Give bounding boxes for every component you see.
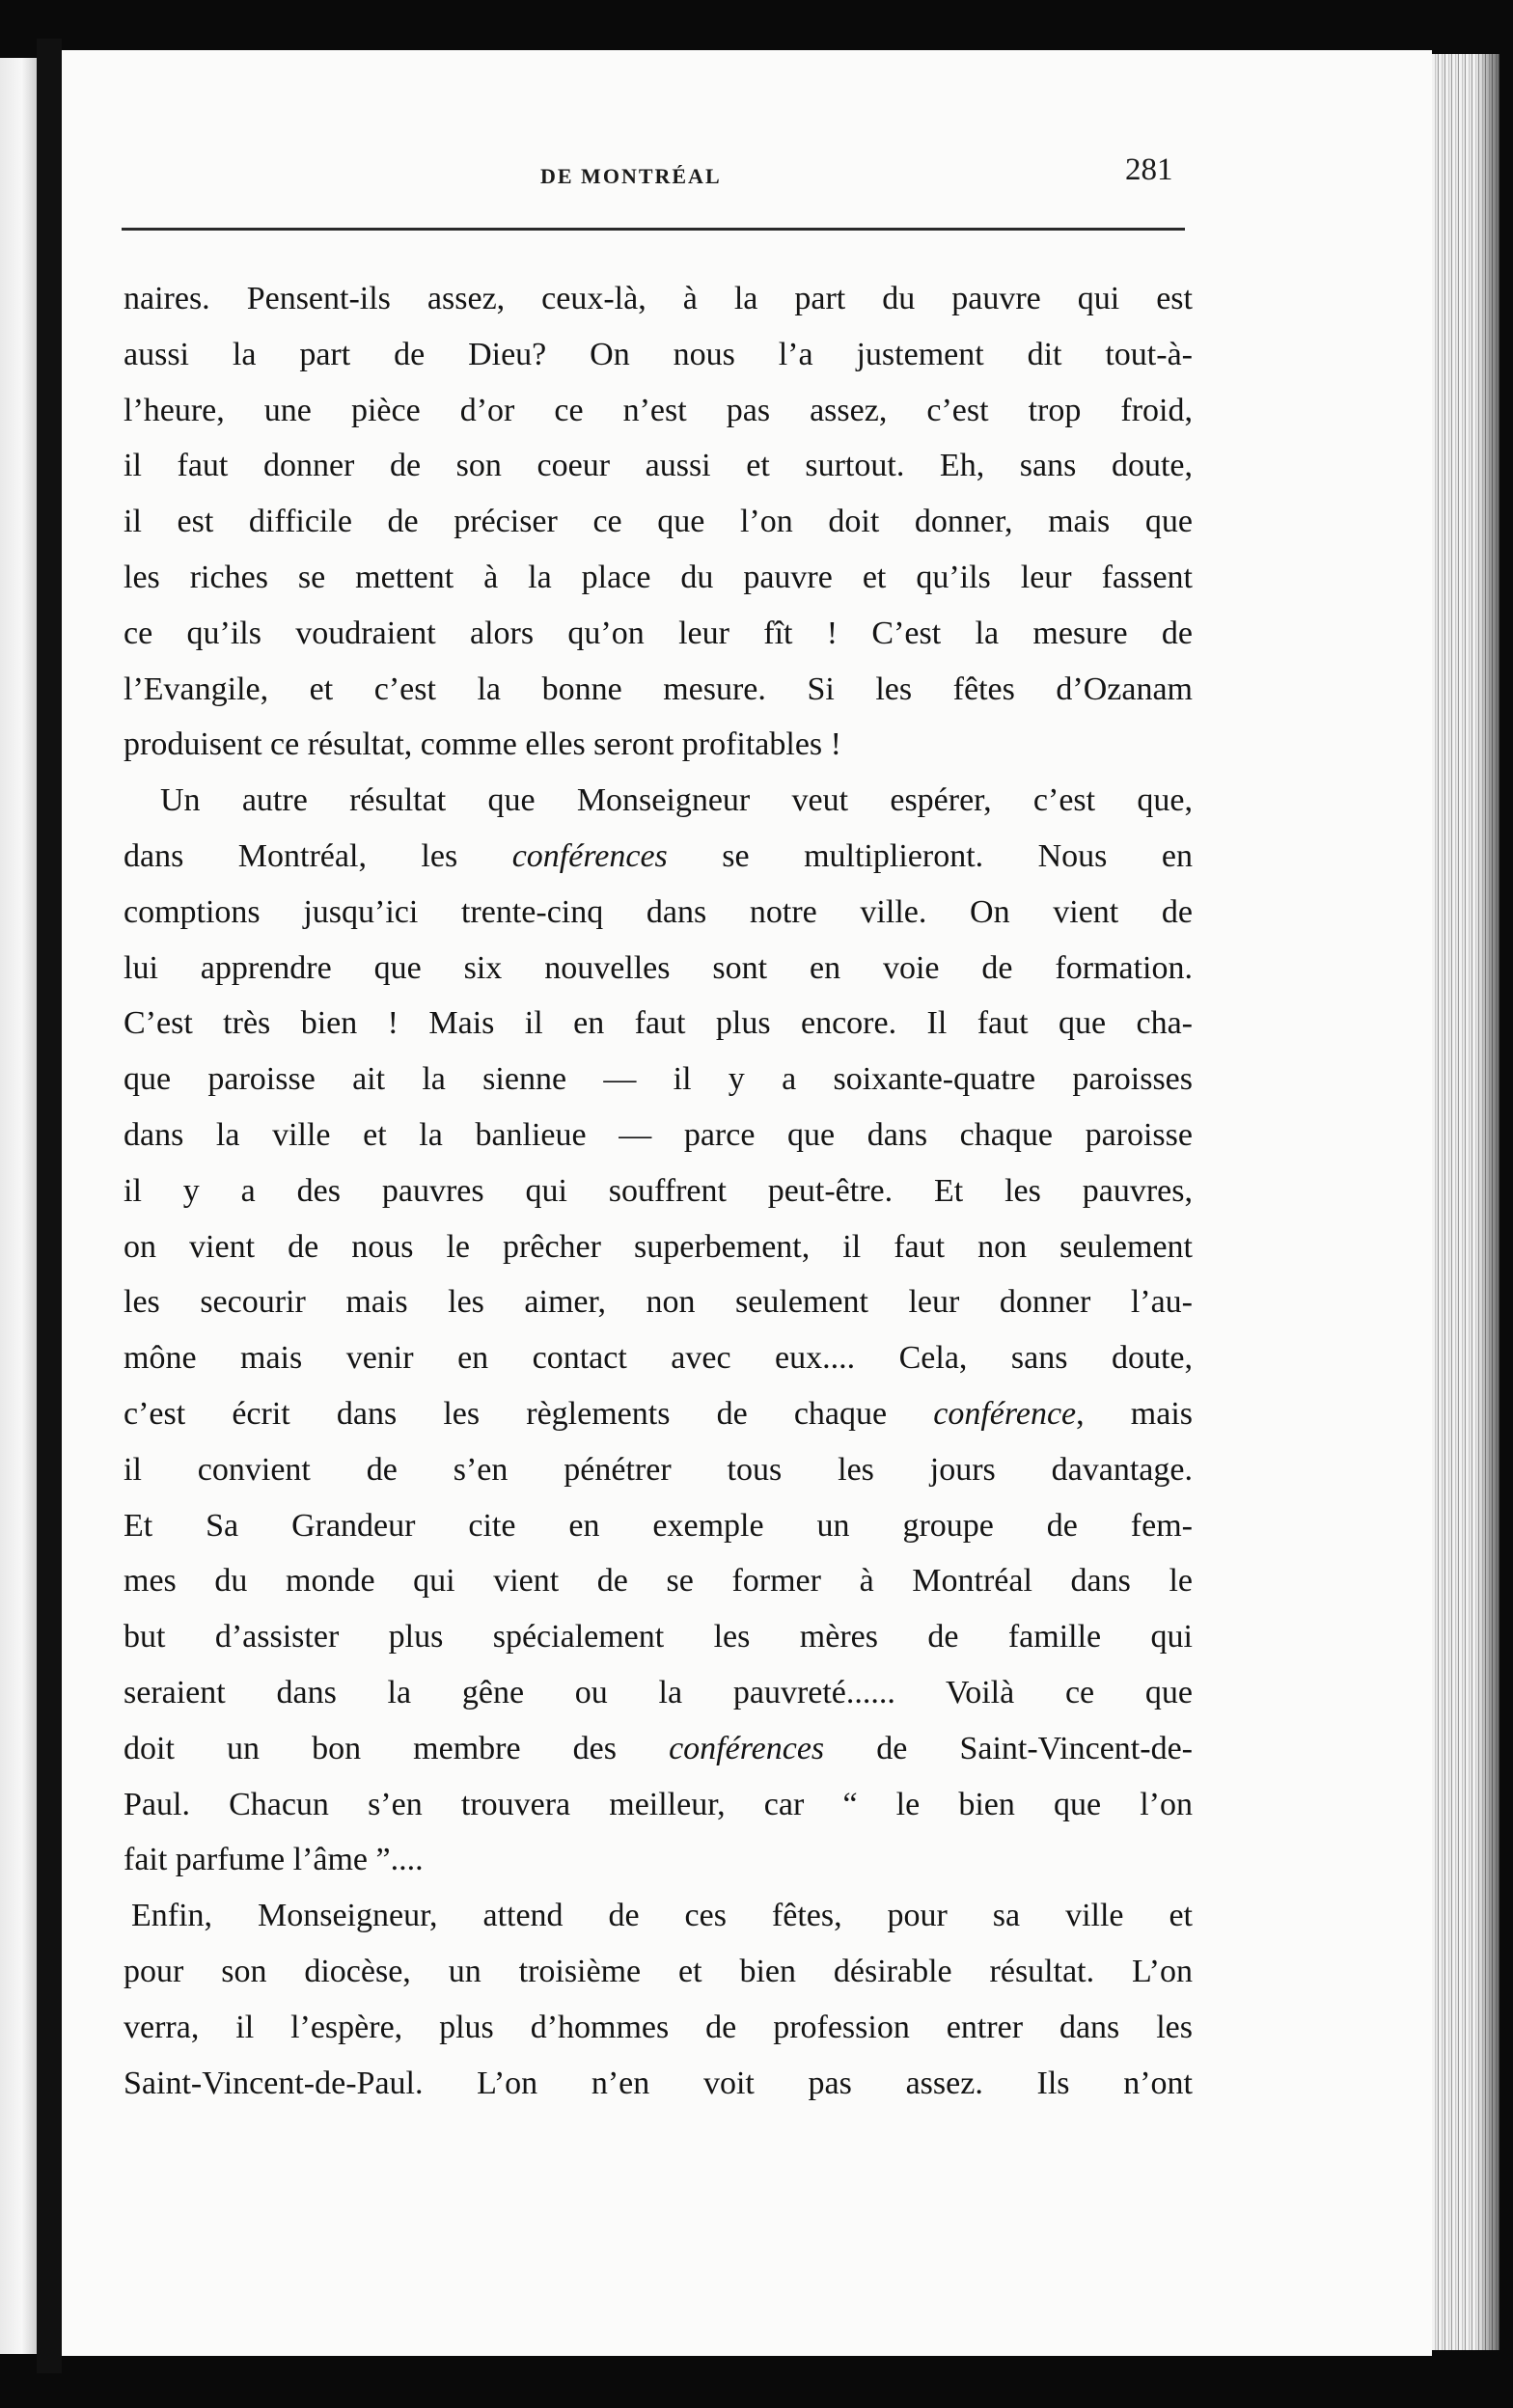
text-line: verra, il l’espère, plus d’hommes de profession entrer dans les [124,2009,1193,2045]
text-line: l’heure, une pièce d’or ce n’est pas assez, c’est trop froid, [124,392,1193,428]
text-line: dans la ville et la banlieue — parce que dans chaque paroisse [124,1116,1193,1153]
italic-term: conférences [669,1730,825,1766]
text-line: Paul. Chacun s’en trouvera meilleur, car “ le bien que l’on [124,1786,1193,1822]
text-line: dans Montréal, les conférences se multiplieront. Nous en [124,837,1193,874]
text-line: mes du monde qui vient de se former à Montréal dans le [124,1563,1193,1600]
text-line: il est difficile de préciser ce que l’on doit donner, mais que [124,504,1193,540]
text-line: Et Sa Grandeur cite en exemple un groupe de fem- [124,1507,1193,1544]
text-line: doit un bon membre des conférences de Saint-Vincent-de- [124,1730,1193,1766]
text-line: Un autre résultat que Monseigneur veut espérer, c’est que, [160,782,1193,819]
text-line: naires. Pensent-ils assez, ceux-là, à la part du pauvre qui est [124,281,1193,316]
text-line: il faut donner de son coeur aussi et surtout. Eh, sans doute, [124,448,1193,484]
text-line: C’est très bien ! Mais il en faut plus encore. Il faut que cha- [124,1005,1193,1042]
text-line: que paroisse ait la sienne — il y a soixante-quatre paroisses [124,1061,1193,1098]
text-line: seraient dans la gêne ou la pauvreté...... Voilà ce que [124,1674,1193,1710]
facing-page-edge [0,58,37,2354]
text-line: but d’assister plus spécialement les mères de famille qui [124,1619,1193,1656]
text-line: lui apprendre que six nouvelles sont en voie de formation. [124,949,1193,986]
running-head: DE MONTRÉAL [540,164,722,188]
text-line: aussi la part de Dieu? On nous l’a justement dit tout-à- [124,336,1193,372]
header-rule [122,228,1185,231]
text-line: c’est écrit dans les règlements de chaque conférence, mais [124,1395,1193,1432]
text-line: il y a des pauvres qui souffrent peut-être. Et les pauvres, [124,1172,1193,1209]
book-gutter [37,39,62,2373]
text-line: on vient de nous le prêcher superbement, il faut non seulement [124,1228,1193,1265]
italic-term: conférences [511,837,668,874]
text-line: Saint-Vincent-de-Paul. L’on n’en voit pas assez. Ils n’ont [124,2065,1193,2101]
page-stack-shadow [1476,54,1499,2350]
text-line: comptions jusqu’ici trente-cinq dans notre ville. On vient de [124,893,1193,930]
text-line: les secourir mais les aimer, non seulement leur donner l’au- [124,1284,1193,1321]
text-line: mône mais venir en contact avec eux.... Cela, sans doute, [124,1340,1193,1377]
text-line: Enfin, Monseigneur, attend de ces fêtes, pour sa ville et [131,1898,1193,1934]
text-line: ce qu’ils voudraient alors qu’on leur fît ! C’est la mesure de [124,615,1193,651]
text-line: pour son diocèse, un troisième et bien désirable résultat. L’on [124,1953,1193,1989]
italic-term: conférence [933,1395,1077,1432]
text-line: l’Evangile, et c’est la bonne mesure. Si les fêtes d’Ozanam [124,670,1193,707]
text-line: il convient de s’en pénétrer tous les jours davantage. [124,1451,1193,1488]
text-line: fait parfume l’âme ”.... [124,1842,424,1878]
text-line: les riches se mettent à la place du pauvre et qu’ils leur fassent [124,559,1193,595]
page-number: 281 [1125,152,1173,187]
body-text [124,271,1193,2111]
text-line: produisent ce résultat, comme elles seront profitables ! [124,726,841,763]
